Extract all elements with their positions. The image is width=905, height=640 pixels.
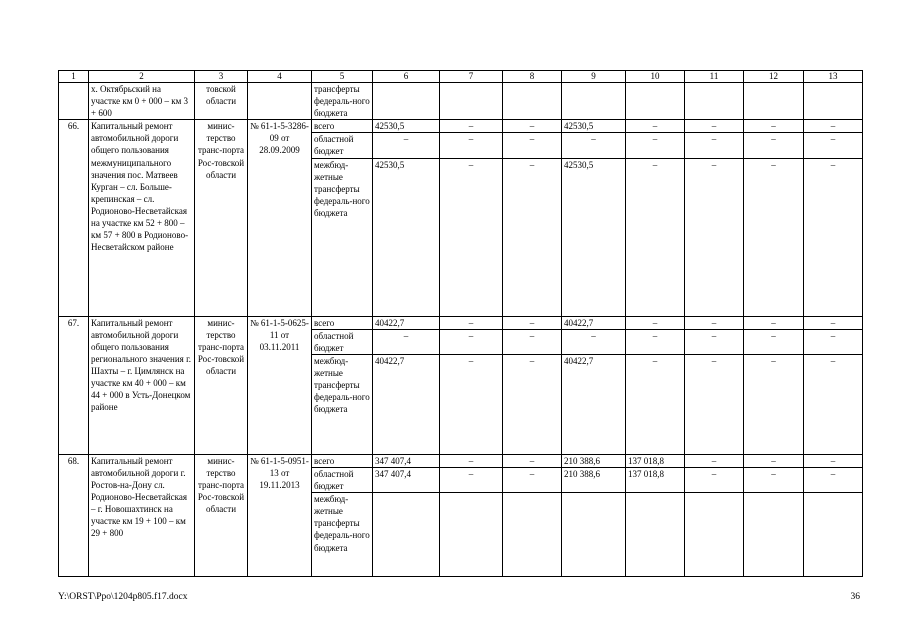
value-cell-c9: 42530,5: [562, 120, 626, 133]
value-cell-c7: –: [440, 354, 503, 454]
column-number-1: 1: [59, 71, 89, 83]
value-cell-c7: –: [440, 316, 503, 329]
document-cell: № 61-1-5-0951-13 от 19.11.2013: [248, 454, 312, 576]
value-cell-c6: –: [373, 329, 440, 354]
value-cell-c6: 347 407,4: [373, 454, 440, 467]
value-cell-c12: –: [744, 467, 804, 492]
value-cell-c8: –: [503, 467, 562, 492]
value-cell-c12: [744, 493, 804, 577]
value-cell-c7: –: [440, 329, 503, 354]
value-cell-c8: –: [503, 316, 562, 329]
cont-name-cell: х. Октябрьский на участке км 0 + 000 – км 3 + 600: [89, 83, 195, 120]
value-cell-c9: –: [562, 329, 626, 354]
funding-source-cell: всего: [312, 454, 373, 467]
value-cell-c11: [685, 493, 744, 577]
value-cell-c13: –: [804, 133, 863, 158]
column-number-11: 11: [685, 71, 744, 83]
value-cell-c7: –: [440, 454, 503, 467]
funding-source-cell: межбюд-жетные трансферты федераль-ного бюджета: [312, 354, 373, 454]
value-cell-c13: –: [804, 467, 863, 492]
value-cell-c10: –: [626, 354, 685, 454]
value-cell-c9: –: [562, 133, 626, 158]
funding-source-cell: межбюд-жетные трансферты федераль-ного бюджета: [312, 158, 373, 316]
continuation-row: [59, 83, 863, 120]
cont-doc-cell: [248, 83, 312, 120]
value-cell-c11: –: [685, 120, 744, 133]
value-cell-c10: 137 018,8: [626, 467, 685, 492]
value-cell-c8: [503, 493, 562, 577]
value-cell-c13: –: [804, 454, 863, 467]
value-cell-c11: –: [685, 454, 744, 467]
value-cell-c10: –: [626, 120, 685, 133]
footer-page-number: 36: [850, 592, 860, 602]
value-cell-c9: 210 388,6: [562, 467, 626, 492]
funding-source-cell: всего: [312, 316, 373, 329]
column-number-12: 12: [744, 71, 804, 83]
row-number-cell: 68.: [59, 454, 89, 576]
value-cell-c13: –: [804, 329, 863, 354]
value-cell-c13: –: [804, 120, 863, 133]
value-cell-c7: –: [440, 133, 503, 158]
row-number-cell: 66.: [59, 120, 89, 316]
funding-source-cell: всего: [312, 120, 373, 133]
value-cell-c8: –: [503, 354, 562, 454]
value-cell-c13: –: [804, 316, 863, 329]
funding-source-cell: межбюд-жетные трансферты федераль-ного бюджета: [312, 493, 373, 577]
program-table: [58, 70, 863, 577]
object-name-cell: Капитальный ремонт автомобильной дороги общего пользования межмуниципального значения пос. Матвеев Курган – сл. Больше-крепинская – сл. Родионово-Несветайская на участке км 52 + 800 – км 57 + 800 в Родионово-Несветайском районе: [89, 120, 195, 316]
cont-executor-cell: товской области: [195, 83, 248, 120]
value-cell-c8: –: [503, 133, 562, 158]
document-cell: № 61-1-5-0625-11 от 03.11.2011: [248, 316, 312, 454]
value-cell-c10: –: [626, 133, 685, 158]
funding-source-cell: областной бюджет: [312, 467, 373, 492]
row-number-cell: 67.: [59, 316, 89, 454]
column-number-7: 7: [440, 71, 503, 83]
column-number-row: [59, 71, 863, 83]
value-cell-c10: [626, 493, 685, 577]
cont-num-cell: [59, 83, 89, 120]
value-cell-c11: –: [685, 354, 744, 454]
value-cell-c12: –: [744, 133, 804, 158]
value-cell-c6: 40422,7: [373, 354, 440, 454]
value-cell-c6: 347 407,4: [373, 467, 440, 492]
value-cell-c11: –: [685, 158, 744, 316]
value-cell-c9: 40422,7: [562, 316, 626, 329]
value-cell-c8: –: [503, 158, 562, 316]
value-cell-c9: 40422,7: [562, 354, 626, 454]
object-name-cell: Капитальный ремонт автомобильной дороги общего пользования регионального значения г. Шахты – г. Цимлянск на участке км 40 + 000 – км 44 + 000 в Усть-Донецком районе: [89, 316, 195, 454]
value-cell-c10: –: [626, 329, 685, 354]
column-number-9: 9: [562, 71, 626, 83]
footer-file-path: Y:\ORST\Ppo\1204p805.f17.docx: [58, 592, 188, 602]
value-cell-c10: 137 018,8: [626, 454, 685, 467]
value-cell-c8: –: [503, 454, 562, 467]
table-row: [59, 316, 863, 329]
value-cell-c11: –: [685, 133, 744, 158]
table-row: [59, 454, 863, 467]
value-cell-c6: 40422,7: [373, 316, 440, 329]
value-cell-c12: –: [744, 454, 804, 467]
value-cell-c12: –: [744, 158, 804, 316]
funding-source-cell: областной бюджет: [312, 329, 373, 354]
value-cell-c9: 210 388,6: [562, 454, 626, 467]
executor-cell: минис-терство транс-порта Рос-товской области: [195, 454, 248, 576]
value-cell-c7: –: [440, 120, 503, 133]
value-cell-c7: –: [440, 158, 503, 316]
value-cell-c10: –: [626, 158, 685, 316]
value-cell-c11: –: [685, 467, 744, 492]
value-cell-c12: –: [744, 120, 804, 133]
value-cell-c9: [562, 493, 626, 577]
value-cell-c7: [440, 493, 503, 577]
value-cell-c6: 42530,5: [373, 158, 440, 316]
value-cell-c13: –: [804, 158, 863, 316]
column-number-13: 13: [804, 71, 863, 83]
value-cell-c13: [804, 493, 863, 577]
table-row: [59, 120, 863, 133]
cont-source-cell: трансферты федераль-ного бюджета: [312, 83, 373, 120]
column-number-10: 10: [626, 71, 685, 83]
column-number-4: 4: [248, 71, 312, 83]
document-cell: № 61-1-5-3286-09 от 28.09.2009: [248, 120, 312, 316]
value-cell-c8: –: [503, 120, 562, 133]
column-number-5: 5: [312, 71, 373, 83]
value-cell-c12: –: [744, 354, 804, 454]
column-number-3: 3: [195, 71, 248, 83]
executor-cell: минис-терство транс-порта Рос-товской области: [195, 316, 248, 454]
value-cell-c10: –: [626, 316, 685, 329]
value-cell-c7: –: [440, 467, 503, 492]
value-cell-c13: –: [804, 354, 863, 454]
value-cell-c12: –: [744, 329, 804, 354]
value-cell-c9: 42530,5: [562, 158, 626, 316]
value-cell-c11: –: [685, 316, 744, 329]
column-number-8: 8: [503, 71, 562, 83]
value-cell-c11: –: [685, 329, 744, 354]
value-cell-c12: –: [744, 316, 804, 329]
value-cell-c6: [373, 493, 440, 577]
value-cell-c8: –: [503, 329, 562, 354]
column-number-6: 6: [373, 71, 440, 83]
executor-cell: минис-терство транс-порта Рос-товской области: [195, 120, 248, 316]
funding-source-cell: областной бюджет: [312, 133, 373, 158]
value-cell-c6: 42530,5: [373, 120, 440, 133]
value-cell-c6: –: [373, 133, 440, 158]
object-name-cell: Капитальный ремонт автомобильной дороги г. Ростов-на-Дону сл. Родионово-Несветайская – г. Новошахтинск на участке км 19 + 100 – км 29 + 800: [89, 454, 195, 576]
column-number-2: 2: [89, 71, 195, 83]
